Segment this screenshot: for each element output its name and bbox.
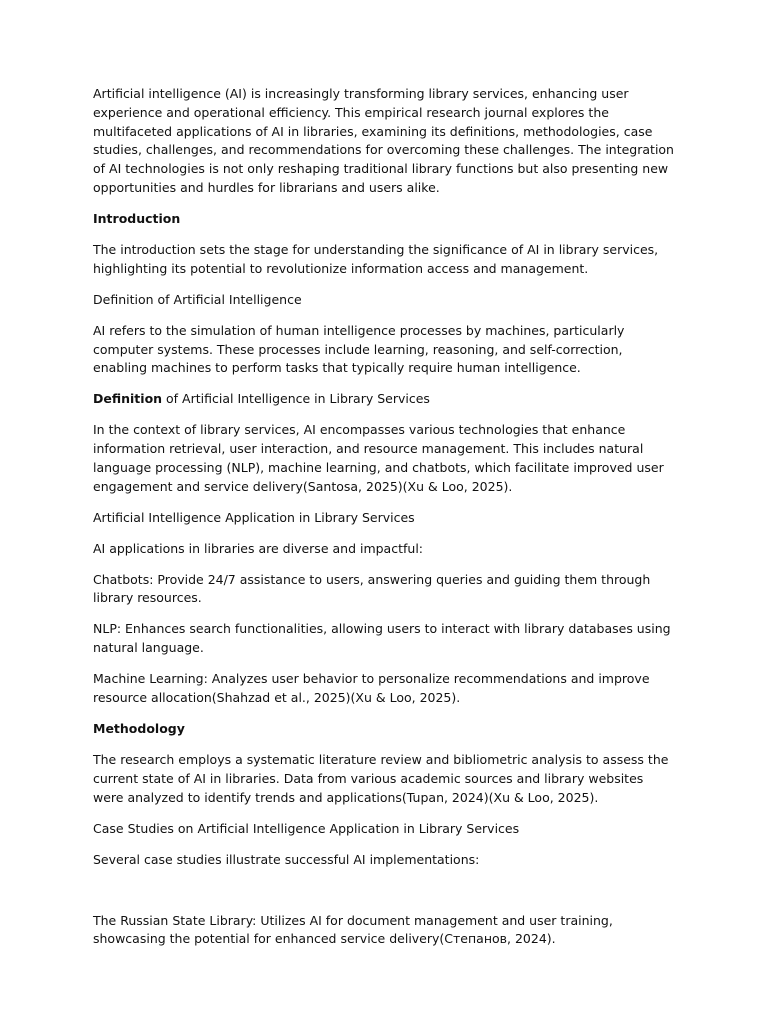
- case-studies-intro: Several case studies illustrate successful AI implementations:: [93, 851, 480, 867]
- heading-introduction: Introduction: [93, 210, 181, 226]
- heading-definition-library: [93, 390, 676, 409]
- application-chatbots: Chatbots: Provide 24/7 assistance to users, answering queries and guiding them through library resources.: [93, 571, 651, 606]
- heading-definition-ai: Definition of Artificial Intelligence: [93, 291, 302, 307]
- definition-library-paragraph: In the context of library services, AI encompasses various technologies that enhance information retrieval, user interaction, and resource management. This includes natural language processing (NLP), machine learning, and chatbots, which facilitate improved user engagement and service delivery(Santosa, 2025)(Xu & Loo, 2025).: [93, 422, 664, 494]
- intro-paragraph: Artificial intelligence (AI) is increasingly transforming library services, enhancing user experience and operational efficiency. This empirical research journal explores the multifaceted applications of AI in libraries, examining its definitions, methodologies, case studies, challenges, and recommendations for overcoming these challenges. The integration of AI technologies is not only reshaping traditional library functions but also presenting new opportunities and hurdles for librarians and users alike.: [93, 86, 674, 195]
- application-intro: AI applications in libraries are diverse and impactful:: [93, 540, 423, 556]
- blank-line: [93, 882, 676, 912]
- heading-application: Artificial Intelligence Application in Library Services: [93, 509, 415, 525]
- heading-definition-library-rest: of Artificial Intelligence in Library Services: [162, 391, 430, 407]
- definition-ai-paragraph: AI refers to the simulation of human intelligence processes by machines, particularly computer systems. These processes include learning, reasoning, and self-correction, enabling machines to perform tasks that typically require human intelligence.: [93, 322, 625, 376]
- application-machine-learning: Machine Learning: Analyzes user behavior to personalize recommendations and improve resource allocation(Shahzad et al., 2025)(Xu & Loo, 2025).: [93, 671, 650, 705]
- methodology-paragraph: The research employs a systematic literature review and bibliometric analysis to assess the current state of AI in libraries. Data from various academic sources and library websites were analyzed to identify trends and applications(Tupan, 2024)(Xu & Loo, 2025).: [93, 751, 669, 805]
- heading-case-studies: Case Studies on Artificial Intelligence Application in Library Services: [93, 820, 520, 836]
- case-russian-state-library: The Russian State Library: Utilizes AI for document management and user training, showcasing the potential for enhanced service delivery(Степанов, 2024).: [93, 912, 613, 947]
- heading-definition-library-bold: Definition: [93, 391, 163, 407]
- introduction-paragraph: The introduction sets the stage for understanding the significance of AI in library services, highlighting its potential to revolutionize information access and management.: [93, 241, 659, 276]
- application-nlp: NLP: Enhances search functionalities, allowing users to interact with library databases using natural language.: [93, 621, 671, 656]
- heading-methodology: Methodology: [93, 720, 185, 736]
